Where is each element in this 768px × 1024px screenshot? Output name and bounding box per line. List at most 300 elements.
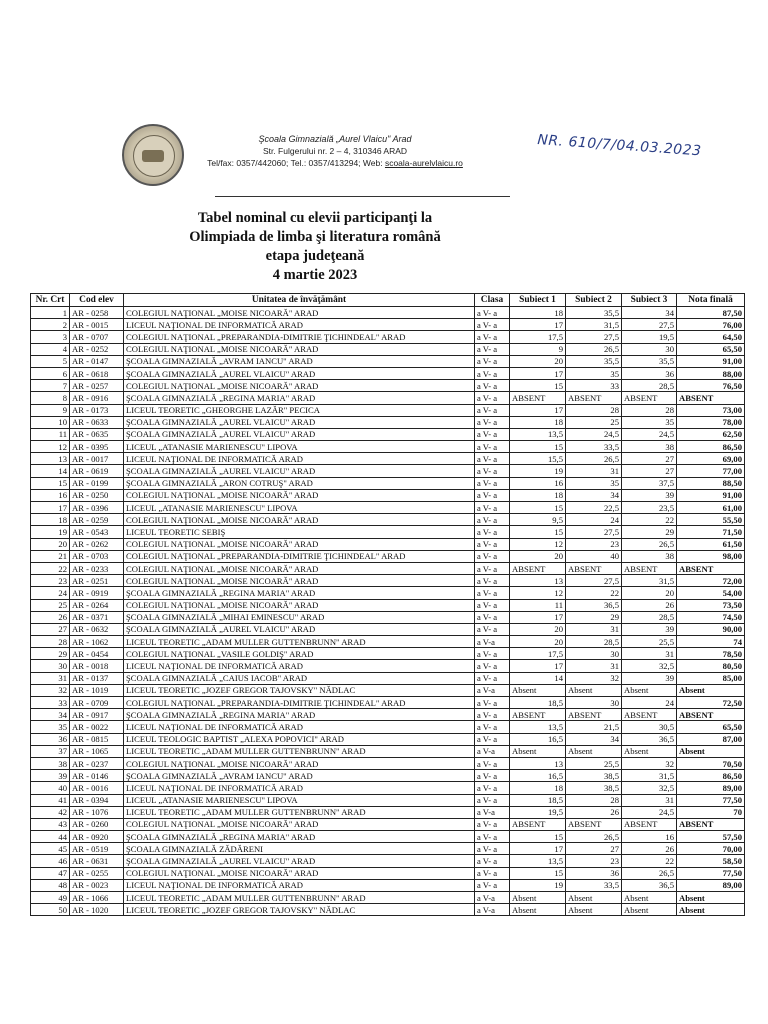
cell-cod-elev: AR - 0260 <box>70 818 124 830</box>
cell-subiect-3: 27 <box>622 465 677 477</box>
cell-subiect-3: 36 <box>622 367 677 379</box>
cell-cod-elev: AR - 0258 <box>70 307 124 319</box>
table-row <box>31 843 745 855</box>
cell-cod-elev: AR - 0259 <box>70 514 124 526</box>
school-phone: Tel/fax: 0357/442060; Tel.: 0357/413294; Web: <box>207 158 385 168</box>
cell-subiect-2: 26 <box>566 806 622 818</box>
table-row <box>31 757 745 769</box>
cell-unitate: LICEUL TEORETIC „ADAM MULLER GUTTENBRUNN" ARAD <box>124 636 475 648</box>
col-nota-finala: Nota finală <box>677 294 745 307</box>
cell-unitate: COLEGIUL NAŢIONAL „MOISE NICOARĂ" ARAD <box>124 343 475 355</box>
cell-subiect-1: 15 <box>510 526 566 538</box>
cell-cod-elev: AR - 0237 <box>70 757 124 769</box>
table-row <box>31 867 745 879</box>
cell-nr: 6 <box>31 367 70 379</box>
cell-subiect-2: 27 <box>566 843 622 855</box>
cell-subiect-3: 26,5 <box>622 538 677 550</box>
cell-subiect-2: ABSENT <box>566 392 622 404</box>
cell-clasa: a V- a <box>475 770 510 782</box>
cell-subiect-2: 32 <box>566 672 622 684</box>
cell-cod-elev: AR - 0519 <box>70 843 124 855</box>
cell-clasa: a V- a <box>475 575 510 587</box>
cell-subiect-1: 17 <box>510 843 566 855</box>
cell-nota-finala: 70,50 <box>677 757 745 769</box>
cell-cod-elev: AR - 1020 <box>70 904 124 916</box>
cell-nota-finala: ABSENT <box>677 818 745 830</box>
cell-unitate: ŞCOALA GIMNAZIALĂ „REGINA MARIA" ARAD <box>124 392 475 404</box>
cell-nota-finala: ABSENT <box>677 562 745 574</box>
cell-clasa: a V-a <box>475 745 510 757</box>
cell-cod-elev: AR - 0199 <box>70 477 124 489</box>
cell-clasa: a V- a <box>475 623 510 635</box>
cell-unitate: COLEGIUL NAŢIONAL „MOISE NICOARĂ" ARAD <box>124 538 475 550</box>
cell-unitate: LICEUL NAŢIONAL DE INFORMATICĂ ARAD <box>124 782 475 794</box>
cell-subiect-3: 34 <box>622 307 677 319</box>
cell-subiect-3: 31 <box>622 794 677 806</box>
cell-subiect-3: 23,5 <box>622 502 677 514</box>
cell-nr: 22 <box>31 562 70 574</box>
table-row <box>31 526 745 538</box>
cell-subiect-1: 17,5 <box>510 331 566 343</box>
cell-nota-finala: 78,50 <box>677 648 745 660</box>
cell-subiect-1: 18 <box>510 489 566 501</box>
table-row <box>31 477 745 489</box>
col-subiect-3: Subiect 3 <box>622 294 677 307</box>
cell-unitate: COLEGIUL NAŢIONAL „PREPARANDIA-DIMITRIE ŢICHINDEAL" ARAD <box>124 550 475 562</box>
cell-cod-elev: AR - 0709 <box>70 697 124 709</box>
cell-nota-finala: 72,00 <box>677 575 745 587</box>
school-contact <box>195 157 475 169</box>
table-row <box>31 904 745 916</box>
cell-nota-finala: 87,00 <box>677 733 745 745</box>
cell-nota-finala: 85,00 <box>677 672 745 684</box>
cell-cod-elev: AR - 0264 <box>70 599 124 611</box>
cell-subiect-3: 22 <box>622 514 677 526</box>
cell-subiect-3: 24,5 <box>622 806 677 818</box>
cell-subiect-2: 23 <box>566 855 622 867</box>
cell-subiect-3: 32,5 <box>622 782 677 794</box>
cell-cod-elev: AR - 0635 <box>70 428 124 440</box>
table-row <box>31 660 745 672</box>
cell-nr: 3 <box>31 331 70 343</box>
cell-nr: 25 <box>31 599 70 611</box>
school-name: Şcoala Gimnazială „Aurel Vlaicu" Arad <box>258 134 412 144</box>
cell-nota-finala: 57,50 <box>677 831 745 843</box>
cell-cod-elev: AR - 0022 <box>70 721 124 733</box>
cell-nr: 10 <box>31 416 70 428</box>
cell-subiect-3: 27 <box>622 453 677 465</box>
cell-unitate: COLEGIUL NAŢIONAL „PREPARANDIA-DIMITRIE ŢICHINDEAL" ARAD <box>124 697 475 709</box>
col-cod: Cod elev <box>70 294 124 307</box>
cell-cod-elev: AR - 0632 <box>70 623 124 635</box>
cell-subiect-3: Absent <box>622 904 677 916</box>
cell-clasa: a V- a <box>475 380 510 392</box>
cell-subiect-3: 36,5 <box>622 733 677 745</box>
cell-unitate: COLEGIUL NAŢIONAL „MOISE NICOARĂ" ARAD <box>124 575 475 587</box>
cell-cod-elev: AR - 0919 <box>70 587 124 599</box>
cell-clasa: a V- a <box>475 867 510 879</box>
cell-nr: 18 <box>31 514 70 526</box>
cell-nota-finala: 64,50 <box>677 331 745 343</box>
cell-unitate: LICEUL „ATANASIE MARIENESCU" LIPOVA <box>124 502 475 514</box>
cell-nota-finala: 91,00 <box>677 355 745 367</box>
cell-unitate: COLEGIUL NAŢIONAL „MOISE NICOARĂ" ARAD <box>124 380 475 392</box>
cell-nr: 8 <box>31 392 70 404</box>
cell-clasa: a V- a <box>475 697 510 709</box>
cell-cod-elev: AR - 0023 <box>70 879 124 891</box>
cell-nota-finala: 86,50 <box>677 770 745 782</box>
cell-clasa: a V- a <box>475 331 510 343</box>
cell-nota-finala: 72,50 <box>677 697 745 709</box>
cell-subiect-3: 31,5 <box>622 575 677 587</box>
cell-nr: 1 <box>31 307 70 319</box>
cell-clasa: a V- a <box>475 343 510 355</box>
cell-clasa: a V- a <box>475 428 510 440</box>
cell-nota-finala: 91,00 <box>677 489 745 501</box>
cell-nr: 19 <box>31 526 70 538</box>
cell-subiect-1: ABSENT <box>510 392 566 404</box>
cell-unitate: ŞCOALA GIMNAZIALĂ „AUREL VLAICU" ARAD <box>124 367 475 379</box>
cell-subiect-3: 25,5 <box>622 636 677 648</box>
cell-unitate: ŞCOALA GIMNAZIALĂ „AUREL VLAICU" ARAD <box>124 416 475 428</box>
cell-subiect-3: 32,5 <box>622 660 677 672</box>
cell-subiect-2: Absent <box>566 892 622 904</box>
cell-subiect-2: 40 <box>566 550 622 562</box>
cell-subiect-1: 17 <box>510 611 566 623</box>
document-title <box>150 209 480 285</box>
cell-subiect-3: 31 <box>622 648 677 660</box>
cell-nota-finala: 88,50 <box>677 477 745 489</box>
school-website: scoala-aurelvlaicu.ro <box>384 158 463 168</box>
cell-subiect-3: 38 <box>622 441 677 453</box>
title-line-3: etapa judeţeană <box>265 248 365 264</box>
cell-nr: 12 <box>31 441 70 453</box>
cell-unitate: ŞCOALA GIMNAZIALĂ „AUREL VLAICU" ARAD <box>124 428 475 440</box>
cell-nr: 11 <box>31 428 70 440</box>
cell-nota-finala: 77,50 <box>677 867 745 879</box>
table-row <box>31 319 745 331</box>
cell-unitate: COLEGIUL NAŢIONAL „MOISE NICOARĂ" ARAD <box>124 307 475 319</box>
cell-subiect-3: 39 <box>622 672 677 684</box>
cell-subiect-2: 27,5 <box>566 526 622 538</box>
cell-subiect-2: 28 <box>566 794 622 806</box>
table-row <box>31 623 745 635</box>
cell-subiect-1: 20 <box>510 355 566 367</box>
cell-unitate: LICEUL NAŢIONAL DE INFORMATICĂ ARAD <box>124 721 475 733</box>
cell-nr: 38 <box>31 757 70 769</box>
cell-cod-elev: AR - 0016 <box>70 782 124 794</box>
cell-clasa: a V- a <box>475 757 510 769</box>
cell-cod-elev: AR - 0257 <box>70 380 124 392</box>
cell-cod-elev: AR - 0015 <box>70 319 124 331</box>
table-row <box>31 587 745 599</box>
cell-nr: 35 <box>31 721 70 733</box>
cell-nota-finala: 69,00 <box>677 453 745 465</box>
cell-subiect-2: 38,5 <box>566 770 622 782</box>
cell-clasa: a V- a <box>475 660 510 672</box>
cell-subiect-3: 24,5 <box>622 428 677 440</box>
cell-subiect-1: Absent <box>510 745 566 757</box>
table-row <box>31 855 745 867</box>
cell-subiect-2: 28,5 <box>566 636 622 648</box>
cell-subiect-3: 29 <box>622 526 677 538</box>
cell-clasa: a V- a <box>475 587 510 599</box>
cell-subiect-1: 9,5 <box>510 514 566 526</box>
cell-subiect-3: Absent <box>622 892 677 904</box>
cell-subiect-2: 27,5 <box>566 575 622 587</box>
cell-subiect-1: 20 <box>510 636 566 648</box>
cell-nr: 47 <box>31 867 70 879</box>
cell-nr: 43 <box>31 818 70 830</box>
table-row <box>31 806 745 818</box>
cell-nr: 50 <box>31 904 70 916</box>
cell-subiect-3: 27,5 <box>622 319 677 331</box>
cell-nota-finala: 77,50 <box>677 794 745 806</box>
cell-unitate: LICEUL NAŢIONAL DE INFORMATICĂ ARAD <box>124 660 475 672</box>
cell-subiect-1: Absent <box>510 904 566 916</box>
cell-nr: 4 <box>31 343 70 355</box>
cell-clasa: a V- a <box>475 355 510 367</box>
cell-subiect-3: 16 <box>622 831 677 843</box>
cell-unitate: LICEUL TEOLOGIC BAPTIST „ALEXA POPOVICI" ARAD <box>124 733 475 745</box>
cell-subiect-2: 23 <box>566 538 622 550</box>
cell-unitate: LICEUL „ATANASIE MARIENESCU" LIPOVA <box>124 794 475 806</box>
cell-subiect-3: ABSENT <box>622 392 677 404</box>
cell-subiect-1: 17 <box>510 367 566 379</box>
cell-subiect-3: 26 <box>622 843 677 855</box>
cell-subiect-1: 13,5 <box>510 721 566 733</box>
cell-clasa: a V- a <box>475 879 510 891</box>
cell-subiect-1: 12 <box>510 538 566 550</box>
cell-nr: 9 <box>31 404 70 416</box>
cell-clasa: a V- a <box>475 538 510 550</box>
cell-unitate: LICEUL NAŢIONAL DE INFORMATICĂ ARAD <box>124 453 475 465</box>
cell-clasa: a V- a <box>475 307 510 319</box>
cell-nr: 30 <box>31 660 70 672</box>
table-row <box>31 721 745 733</box>
cell-subiect-1: ABSENT <box>510 562 566 574</box>
table-row <box>31 575 745 587</box>
table-row <box>31 380 745 392</box>
cell-nota-finala: 89,00 <box>677 879 745 891</box>
cell-clasa: a V- a <box>475 441 510 453</box>
cell-nr: 32 <box>31 684 70 696</box>
cell-clasa: a V- a <box>475 502 510 514</box>
cell-subiect-2: 35,5 <box>566 355 622 367</box>
cell-clasa: a V-a <box>475 636 510 648</box>
cell-nr: 44 <box>31 831 70 843</box>
table-row <box>31 489 745 501</box>
cell-unitate: COLEGIUL NAŢIONAL „PREPARANDIA-DIMITRIE ŢICHINDEAL" ARAD <box>124 331 475 343</box>
cell-clasa: a V- a <box>475 404 510 416</box>
cell-subiect-2: 36 <box>566 867 622 879</box>
cell-unitate: ŞCOALA GIMNAZIALĂ „AVRAM IANCU" ARAD <box>124 355 475 367</box>
cell-cod-elev: AR - 0396 <box>70 502 124 514</box>
col-nr: Nr. Crt <box>31 294 70 307</box>
cell-subiect-1: 19 <box>510 879 566 891</box>
table-row <box>31 538 745 550</box>
cell-clasa: a V- a <box>475 489 510 501</box>
table-row <box>31 709 745 721</box>
cell-nota-finala: Absent <box>677 892 745 904</box>
cell-nr: 17 <box>31 502 70 514</box>
cell-unitate: COLEGIUL NAŢIONAL „VASILE GOLDIŞ" ARAD <box>124 648 475 660</box>
cell-subiect-2: 34 <box>566 733 622 745</box>
cell-subiect-1: 15 <box>510 441 566 453</box>
cell-subiect-1: 18,5 <box>510 697 566 709</box>
cell-nota-finala: 74 <box>677 636 745 648</box>
cell-clasa: a V- a <box>475 818 510 830</box>
cell-subiect-3: 39 <box>622 489 677 501</box>
cell-clasa: a V- a <box>475 794 510 806</box>
cell-cod-elev: AR - 0252 <box>70 343 124 355</box>
cell-unitate: COLEGIUL NAŢIONAL „MOISE NICOARĂ" ARAD <box>124 818 475 830</box>
cell-nota-finala: 70,00 <box>677 843 745 855</box>
cell-clasa: a V- a <box>475 733 510 745</box>
cell-subiect-3: 31,5 <box>622 770 677 782</box>
table-row <box>31 648 745 660</box>
cell-cod-elev: AR - 1062 <box>70 636 124 648</box>
table-row <box>31 611 745 623</box>
col-subiect-2: Subiect 2 <box>566 294 622 307</box>
cell-subiect-3: Absent <box>622 684 677 696</box>
cell-subiect-1: 14 <box>510 672 566 684</box>
header-divider <box>215 196 510 197</box>
cell-cod-elev: AR - 0255 <box>70 867 124 879</box>
cell-cod-elev: AR - 0395 <box>70 441 124 453</box>
table-row <box>31 331 745 343</box>
cell-nr: 27 <box>31 623 70 635</box>
cell-clasa: a V- a <box>475 611 510 623</box>
cell-subiect-3: 37,5 <box>622 477 677 489</box>
cell-subiect-2: 26,5 <box>566 453 622 465</box>
cell-subiect-2: 24,5 <box>566 428 622 440</box>
cell-clasa: a V- a <box>475 562 510 574</box>
cell-cod-elev: AR - 0703 <box>70 550 124 562</box>
cell-subiect-2: 28 <box>566 404 622 416</box>
cell-nr: 21 <box>31 550 70 562</box>
cell-subiect-2: Absent <box>566 904 622 916</box>
cell-unitate: LICEUL TEORETIC „GHEORGHE LAZĂR" PECICA <box>124 404 475 416</box>
cell-cod-elev: AR - 0137 <box>70 672 124 684</box>
cell-nota-finala: 65,50 <box>677 721 745 733</box>
cell-subiect-2: 21,5 <box>566 721 622 733</box>
cell-subiect-1: ABSENT <box>510 818 566 830</box>
cell-subiect-1: 13 <box>510 757 566 769</box>
table-row <box>31 453 745 465</box>
cell-cod-elev: AR - 0916 <box>70 392 124 404</box>
cell-nr: 5 <box>31 355 70 367</box>
cell-nr: 46 <box>31 855 70 867</box>
cell-nota-finala: ABSENT <box>677 392 745 404</box>
cell-subiect-3: ABSENT <box>622 562 677 574</box>
cell-clasa: a V- a <box>475 367 510 379</box>
cell-nota-finala: 73,50 <box>677 599 745 611</box>
cell-clasa: a V- a <box>475 416 510 428</box>
table-row <box>31 794 745 806</box>
cell-subiect-1: 17 <box>510 319 566 331</box>
cell-subiect-2: 33,5 <box>566 879 622 891</box>
cell-subiect-3: 35 <box>622 416 677 428</box>
cell-nr: 33 <box>31 697 70 709</box>
cell-cod-elev: AR - 0233 <box>70 562 124 574</box>
cell-nota-finala: 55,50 <box>677 514 745 526</box>
title-line-1: Tabel nominal cu elevii participanţi la <box>197 210 433 226</box>
cell-clasa: a V-a <box>475 904 510 916</box>
cell-clasa: a V- a <box>475 831 510 843</box>
table-row <box>31 733 745 745</box>
cell-nota-finala: 61,00 <box>677 502 745 514</box>
cell-unitate: ŞCOALA GIMNAZIALĂ ZĂDĂRENI <box>124 843 475 855</box>
table-row <box>31 404 745 416</box>
cell-cod-elev: AR - 0017 <box>70 453 124 465</box>
cell-unitate: COLEGIUL NAŢIONAL „MOISE NICOARĂ" ARAD <box>124 599 475 611</box>
table-row <box>31 831 745 843</box>
cell-nr: 41 <box>31 794 70 806</box>
cell-subiect-3: 26,5 <box>622 867 677 879</box>
cell-cod-elev: AR - 0251 <box>70 575 124 587</box>
table-row <box>31 343 745 355</box>
cell-subiect-2: ABSENT <box>566 818 622 830</box>
table-row <box>31 879 745 891</box>
cell-subiect-1: 13,5 <box>510 428 566 440</box>
cell-nr: 45 <box>31 843 70 855</box>
cell-cod-elev: AR - 0394 <box>70 794 124 806</box>
cell-subiect-2: 31 <box>566 660 622 672</box>
cell-clasa: a V- a <box>475 855 510 867</box>
cell-subiect-1: 18 <box>510 416 566 428</box>
table-row <box>31 550 745 562</box>
cell-subiect-2: 24 <box>566 514 622 526</box>
cell-unitate: ŞCOALA GIMNAZIALĂ „CAIUS IACOB" ARAD <box>124 672 475 684</box>
cell-cod-elev: AR - 0250 <box>70 489 124 501</box>
table-row <box>31 599 745 611</box>
table-row <box>31 428 745 440</box>
cell-unitate: LICEUL TEORETIC „JOZEF GREGOR TAJOVSKY" NĂDLAC <box>124 904 475 916</box>
cell-subiect-2: 25 <box>566 416 622 428</box>
table-row <box>31 782 745 794</box>
cell-clasa: a V- a <box>475 672 510 684</box>
cell-unitate: LICEUL TEORETIC „JOZEF GREGOR TAJOVSKY" NĂDLAC <box>124 684 475 696</box>
cell-subiect-3: 22 <box>622 855 677 867</box>
cell-subiect-3: ABSENT <box>622 818 677 830</box>
school-letterhead <box>195 133 475 169</box>
table-row <box>31 562 745 574</box>
cell-subiect-1: 18 <box>510 307 566 319</box>
cell-subiect-2: 30 <box>566 648 622 660</box>
title-line-2: Olimpiada de limba şi literatura română <box>189 229 441 245</box>
cell-cod-elev: AR - 0618 <box>70 367 124 379</box>
cell-cod-elev: AR - 0018 <box>70 660 124 672</box>
cell-unitate: COLEGIUL NAŢIONAL „MOISE NICOARĂ" ARAD <box>124 757 475 769</box>
registration-number: NR. 610/7/04.03.2023 <box>536 132 702 160</box>
cell-subiect-3: 30,5 <box>622 721 677 733</box>
cell-clasa: a V- a <box>475 319 510 331</box>
cell-nota-finala: 58,50 <box>677 855 745 867</box>
cell-clasa: a V- a <box>475 514 510 526</box>
cell-subiect-3: 24 <box>622 697 677 709</box>
cell-nr: 16 <box>31 489 70 501</box>
cell-subiect-2: 30 <box>566 697 622 709</box>
table-row <box>31 392 745 404</box>
cell-subiect-1: Absent <box>510 684 566 696</box>
cell-nr: 42 <box>31 806 70 818</box>
cell-subiect-1: 19,5 <box>510 806 566 818</box>
cell-subiect-2: 22,5 <box>566 502 622 514</box>
cell-subiect-2: 38,5 <box>566 782 622 794</box>
cell-subiect-1: 17,5 <box>510 648 566 660</box>
cell-unitate: LICEUL TEORETIC SEBIŞ <box>124 526 475 538</box>
